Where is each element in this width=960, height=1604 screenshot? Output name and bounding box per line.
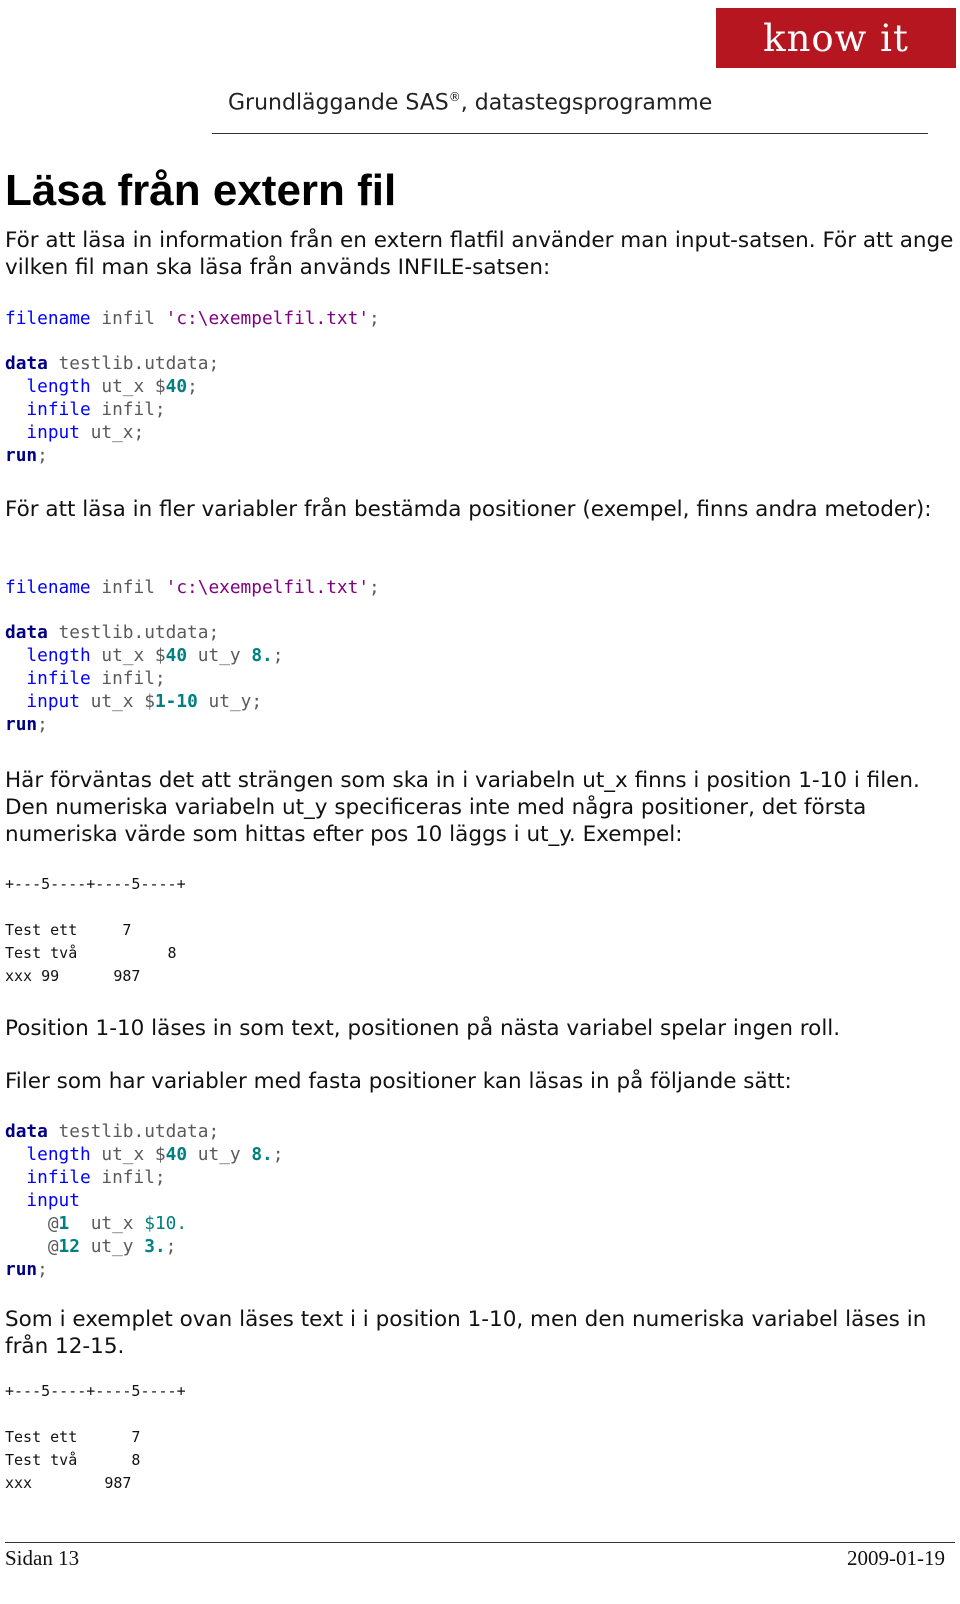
header-title-text: Grundläggande SAS [228,90,449,116]
code-block-filename-1: filename infil 'c:\exempelfil.txt'; [5,308,380,329]
code-block-datastep-2: data testlib.utdata; length ut_x $40 ut_y 8.; infile infil; input ut_x $1-10 ut_y; run; [5,622,284,735]
example-row: Test ett 7 [5,921,132,939]
paragraph-intro: För att läsa in information från en extern flatfil använder man input-satsen. För att ange vilken fil man ska läsa från används INFILE-satsen: [5,228,954,280]
example-row: Test två 8 [5,1451,141,1469]
page-number: Sidan 13 [5,1546,80,1570]
section-heading: Läsa från extern fil [5,166,397,215]
paragraph-position-note: Position 1-10 läses in som text, positionen på nästa variabel spelar ingen roll. [5,1016,841,1041]
example-ruler-1: +---5----+----5----+ [5,875,186,893]
paragraph-fixed-positions: Filer som har variabler med fasta positioner kan läsas in på följande sätt: [5,1069,792,1094]
example-ruler-2: +---5----+----5----+ [5,1382,186,1400]
know-it-logo: know it [716,8,956,68]
code-block-filename-2: filename infil 'c:\exempelfil.txt'; [5,577,380,598]
header-rule [212,133,928,134]
footer-date: 2009-01-19 [847,1546,945,1570]
example-row: Test ett 7 [5,1428,141,1446]
example-row: xxx 987 [5,1474,132,1492]
example-row: Test två 8 [5,944,177,962]
code-block-datastep-3: data testlib.utdata; length ut_x $40 ut_y 8.; infile infil; input @1 ut_x $10. @12 ut_y 3.; run; [5,1121,284,1280]
header-title-suffix: , datastegsprogramme [460,90,713,116]
paragraph-explanation: Här förväntas det att strängen som ska in i variabeln ut_x finns i position 1-10 i filen. Den numeriska variabeln ut_y specificeras inte med några positioner, det första numeriska värde som hittas efter pos 10 läggs i ut_y. Exempel: [5,768,920,847]
code-block-datastep-1: data testlib.utdata; length ut_x $40; infile infil; input ut_x; run; [5,353,220,466]
registered-mark: ® [448,90,461,104]
paragraph-summary: Som i exemplet ovan läses text i i position 1-10, men den numeriska variabel läses in från 12-15. [5,1307,927,1359]
paragraph-positions: För att läsa in fler variabler från bestämda positioner (exempel, finns andra metoder): [5,497,932,522]
example-row: xxx 99 987 [5,967,141,985]
footer-rule [5,1542,955,1543]
document-header-title [228,90,728,115]
